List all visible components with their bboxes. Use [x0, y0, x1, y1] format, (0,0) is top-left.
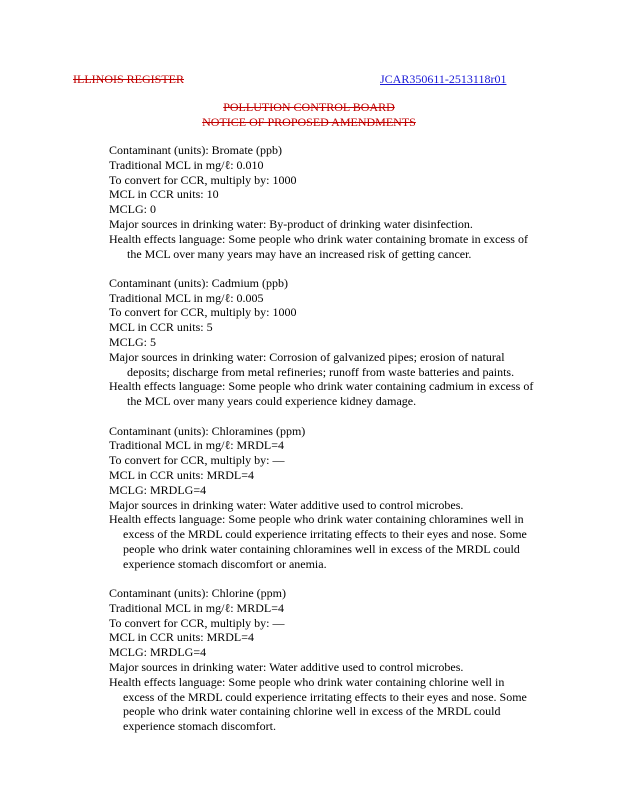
contaminant-name: Contaminant (units): Bromate (ppb)	[109, 143, 282, 157]
health-effects: Health effects language: Some people who drink water containing cadmium in excess of	[109, 379, 534, 394]
board-title: POLLUTION CONTROL BOARD	[223, 100, 395, 114]
document-code-text: JCAR350611-2513118r01	[380, 72, 507, 86]
contaminant-name: Contaminant (units): Chloramines (ppm)	[109, 423, 306, 438]
health-effects-cont: excess of the MRDL could experience irritating effects to their eyes and nose. Some	[123, 527, 527, 542]
major-sources: Major sources in drinking water: Water additive used to control microbes.	[109, 660, 464, 674]
mcl-ccr-units: MCL in CCR units: 10	[109, 187, 219, 202]
contaminant-chlorine	[109, 586, 595, 734]
ccr-conversion: To convert for CCR, multiply by: —	[109, 453, 285, 468]
traditional-mcl: Traditional MCL in mg/ℓ: MRDL=4	[109, 600, 284, 615]
major-sources-cont: deposits; discharge from metal refineries; runoff from waste batteries and paints.	[127, 364, 515, 379]
mclg: MCLG: 5	[109, 335, 157, 350]
document-code	[380, 72, 506, 87]
health-effects: Health effects language: Some people who drink water containing chlorine well in	[109, 674, 505, 689]
major-sources: Major sources in drinking water: Water additive used to control microbes.	[109, 497, 464, 512]
health-effects: Health effects language: Some people who drink water containing chloramines well in	[109, 512, 524, 527]
health-effects-cont: experience stomach discomfort.	[123, 719, 276, 734]
register-title: ILLINOIS REGISTER	[73, 72, 184, 86]
document-body	[109, 143, 595, 748]
contaminant-name: Contaminant (units): Chlorine (ppm)	[109, 586, 286, 601]
contaminant-name: Contaminant (units): Cadmium (ppb)	[109, 275, 288, 290]
traditional-mcl: Traditional MCL in mg/ℓ: 0.005	[109, 290, 264, 305]
health-effects-cont: the MCL over many years may have an increased risk of getting cancer.	[127, 246, 472, 261]
mcl-ccr-units: MCL in CCR units: MRDL=4	[109, 467, 255, 482]
ccr-conversion: To convert for CCR, multiply by: 1000	[109, 172, 297, 187]
health-effects-cont: people who drink water containing chlorine well in excess of the MRDL could	[123, 704, 501, 719]
contaminant-chloramines	[109, 424, 595, 572]
health-effects-cont: people who drink water containing chloramines well in excess of the MRDL could	[123, 541, 520, 556]
health-effects-cont: experience stomach discomfort or anemia.	[123, 556, 327, 571]
health-effects-cont: the MCL over many years could experience kidney damage.	[127, 394, 417, 409]
mcl-ccr-units: MCL in CCR units: MRDL=4	[109, 630, 255, 645]
contaminant-cadmium	[109, 276, 595, 409]
health-effects: Health effects language: Some people who drink water containing bromate in excess of	[109, 231, 528, 246]
ccr-conversion: To convert for CCR, multiply by: —	[109, 615, 285, 630]
health-effects-cont: excess of the MRDL could experience irritating effects to their eyes and nose. Some	[123, 689, 527, 704]
mclg: MCLG: 0	[109, 202, 157, 217]
ccr-conversion: To convert for CCR, multiply by: 1000	[109, 305, 297, 320]
mcl-ccr-units: MCL in CCR units: 5	[109, 320, 213, 335]
contaminant-bromate	[109, 143, 595, 261]
major-sources: Major sources in drinking water: Corrosion of galvanized pipes; erosion of natural	[109, 349, 505, 364]
mclg: MCLG: MRDLG=4	[109, 482, 207, 497]
mclg: MCLG: MRDLG=4	[109, 645, 207, 660]
traditional-mcl: Traditional MCL in mg/ℓ: MRDL=4	[109, 438, 284, 453]
major-sources: Major sources in drinking water: By-product of drinking water disinfection.	[109, 216, 473, 231]
traditional-mcl: Traditional MCL in mg/ℓ: 0.010	[109, 157, 264, 172]
notice-title: NOTICE OF PROPOSED AMENDMENTS	[202, 115, 416, 129]
